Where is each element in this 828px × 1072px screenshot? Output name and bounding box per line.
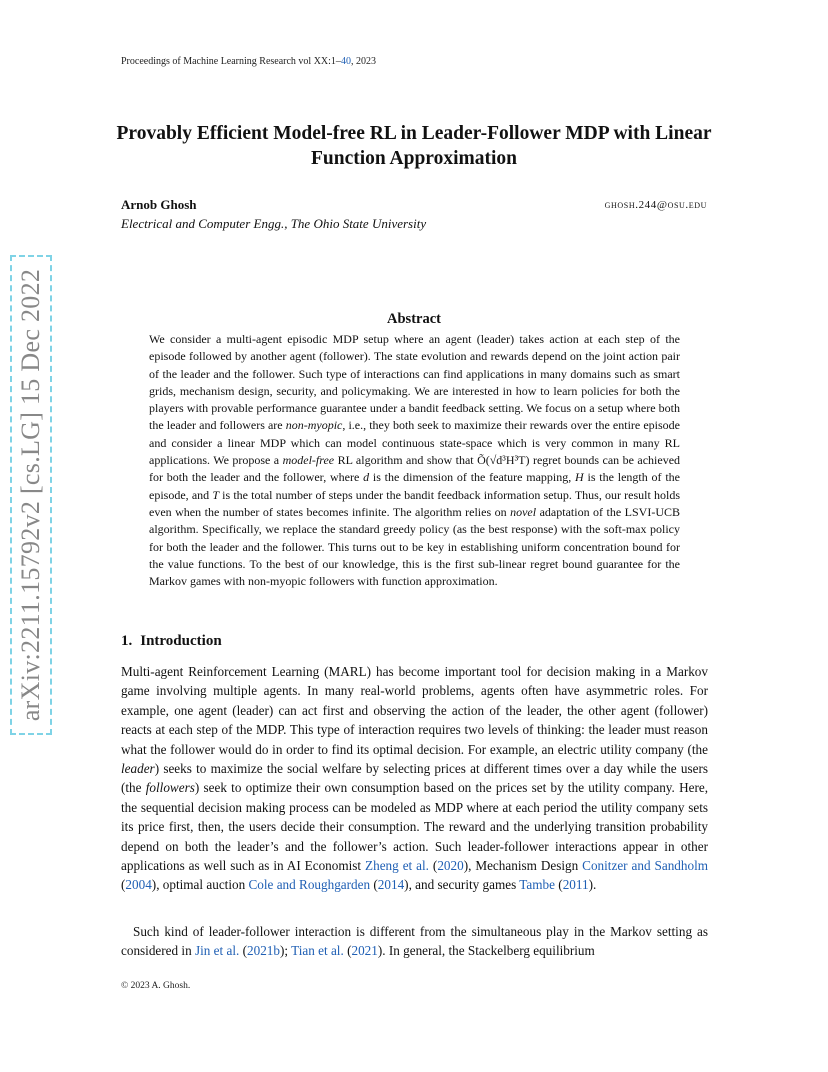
section-heading (121, 633, 222, 650)
intro-paragraph-2: Such kind of leader-follower interaction is different from the simultaneous play in the Markov setting as considered in Jin et al. (2021b); Tian et al. (2021). In general, the Stackelberg equilibrium (121, 924, 708, 959)
copyright-footer: © 2023 A. Ghosh. (121, 981, 191, 991)
abstract-heading: Abstract (387, 311, 441, 327)
section-title: Introduction (140, 633, 222, 649)
abstract-body: We consider a multi-agent episodic MDP setup where an agent (leader) takes action at each step of the episode followed by another agent (follower). The state evolution and rewards depend on the joint action pair of the leader and the follower. Such type of interactions can find applications in many domains such as smart grids, mechanism design, security, and policymaking. We are interested in how to learn policies for both the players with provable performance guarantee under a bandit feedback setting. We focus on a setup where both the leader and followers are non-myopic, i.e., they both seek to maximize their rewards over the entire episode and consider a linear MDP which can model continuous state-space which is very common in many RL applications. We propose a model-free RL algorithm and show that Õ(√d³H³T) regret bounds can be achieved for both the leader and the follower, where d is the dimension of the feature mapping, H is the length of the episode, and T is the total number of steps under the bandit feedback information setup. Thus, our result holds even when the number of states becomes infinite. The algorithm relies on novel adaptation of the LSVI-UCB algorithm. Specifically, we replace the standard greedy policy (as the best response) with the soft-max policy for both the leader and the follower. This turns out to be key in establishing uniform concentration bound for the value functions. To the best of our knowledge, this is the first sub-linear regret bound guarantee for the Markov games with non-myopic followers with function approximation. (149, 332, 681, 589)
author-email: ghosh.244@osu.edu (604, 199, 707, 211)
author-name: Arnob Ghosh (121, 197, 197, 212)
page-range-link[interactable]: 40 (340, 56, 351, 67)
citation-link[interactable]: Cole and Roughgarden (248, 877, 371, 893)
author-affiliation: Electrical and Computer Engg., The Ohio State University (121, 216, 427, 231)
citation-link[interactable]: Zheng et al. (365, 858, 429, 874)
intro-paragraph-1: Multi-agent Reinforcement Learning (MARL) has become important tool for decision making in a Markov game involving multiple agents. In many real-world problems, agents often have asymmetric roles. For example, one agent (leader) can act first and observing the action of the leader, the other agent (follower) reacts at each step of the MDP. This type of interaction requires two levels of thinking: the leader must reason what the follower would do in order to find its optimal decision. For example, an electric utility company (the leader) seeks to maximize the social welfare by selecting prices at different times over a day while the users (the followers) seek to optimize their own consumption based on the prices set by the utility company. Here, the sequential decision making process can be modeled as MDP where at each period the utility company sets its price first, then, the users decide their consumption. The reward and the underlying transition probability depend on both the leader’s and the follower’s action. Such leader-follower interactions appear in other applications as well such as in AI Economist Zheng et al. (2020), Mechanism Design Conitzer and Sandholm (2004), optimal auction Cole and Roughgarden (2014), and security games Tambe (2011). (121, 664, 708, 893)
citation-year-link[interactable]: 2004 (125, 877, 152, 893)
citation-year-link[interactable]: 2020 (437, 858, 464, 874)
citation-link[interactable]: Jin et al. (194, 943, 240, 959)
citation-year-link[interactable]: 2014 (377, 877, 405, 893)
citation-link[interactable]: Tambe (519, 877, 555, 893)
regret-bound-formula: Õ(√d³H³T) (477, 453, 530, 468)
citation-year-link[interactable]: 2021 (351, 943, 378, 959)
citation-year-link[interactable]: 2011 (562, 877, 589, 893)
arxiv-stamp-text: arXiv:2211.15792v2 [cs.LG] 15 Dec 2022 (16, 268, 45, 722)
running-header: Proceedings of Machine Learning Research vol XX:1–40, 2023 (121, 56, 376, 67)
citation-link[interactable]: Conitzer and Sandholm (582, 858, 708, 874)
section-number: 1. (121, 633, 133, 649)
paper-title: Provably Efficient Model-free RL in Leader-Follower MDP with Linear Function Approximation (116, 123, 712, 169)
citation-year-link[interactable]: 2021b (247, 943, 280, 959)
citation-link[interactable]: Tian et al. (291, 943, 344, 959)
